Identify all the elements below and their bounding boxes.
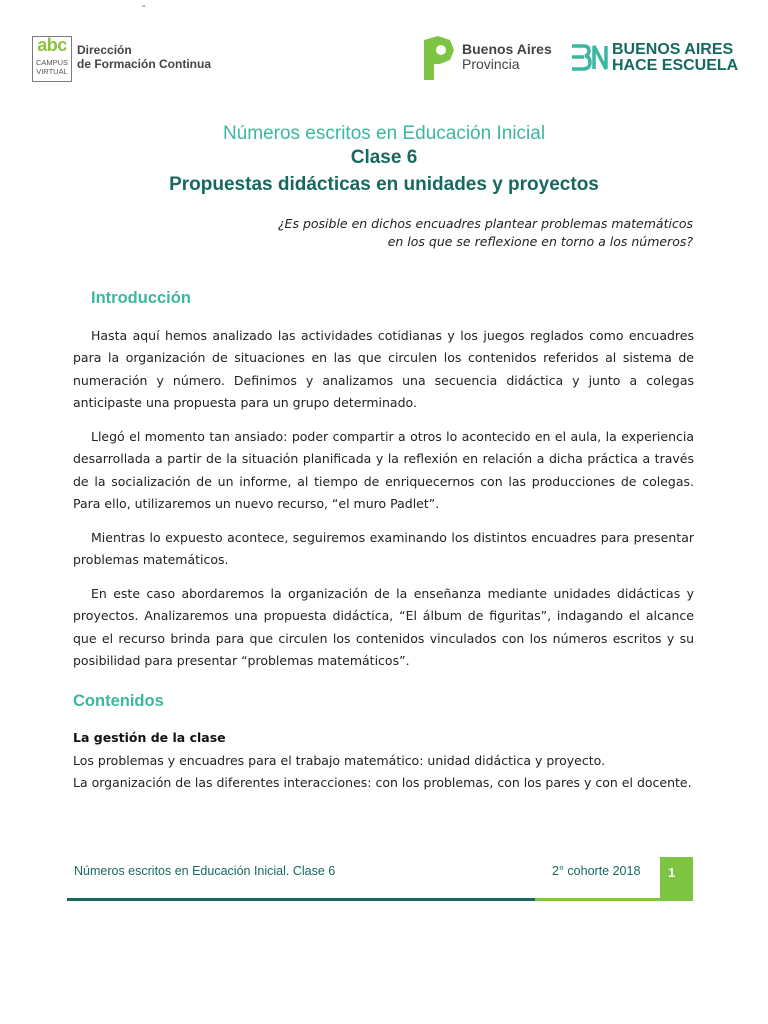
epigraph-line-1: ¿Es posible en dichos encuadres plantear problemas matemáticos — [277, 216, 693, 231]
abc-campus-virtual-logo — [32, 36, 72, 82]
footer-cohort: 2° cohorte 2018 — [552, 864, 641, 878]
abc-logo-sub — [33, 58, 71, 76]
class-title: Clase 6 — [350, 147, 418, 168]
intro-heading: Introducción — [91, 289, 191, 307]
epigraph — [278, 215, 693, 251]
abc-logo-brand: abc — [37, 35, 67, 55]
intro-paragraph-4-text: En este caso abordaremos la organización de la enseñanza mediante unidades didácticas y proyectos. Analizaremos una propuesta didáctica, “El álbum de figuritas”, indagando el alcance que el recurso brinda para que circulen los contenidos vinculados con los números escritos y su posibilidad para presentar “problemas matemáticos”. — [73, 586, 694, 668]
course-title: Números escritos en Educación Inicial — [222, 123, 546, 144]
ba-line-1: Buenos Aires — [462, 41, 552, 57]
intro-paragraph-2-text: Llegó el momento tan ansiado: poder compartir a otros lo acontecido en el aula, la experiencia desarrollada a partir de la situación planificada y la reflexión en relación a dicha práctica a través de la socialización de un informe, al tiempo de enriquecernos con las producciones de colegas. Para ello, utilizaremos un nuevo recurso, “el muro Padlet”. — [73, 429, 694, 511]
buenos-aires-hace-escuela-logo — [612, 42, 738, 74]
bae-line-2: HACE ESCUELA — [612, 57, 739, 74]
intro-paragraph-2 — [73, 426, 694, 515]
contents-line-2: La organización de las diferentes interacciones: con los problemas, con los pares y con el docente. — [73, 775, 692, 791]
direction-name — [77, 43, 211, 71]
footer-course-label: Números escritos en Educación Inicial. Clase 6 — [74, 864, 336, 878]
ba-logo-icon — [570, 43, 608, 73]
contents-subheading: La gestión de la clase — [73, 730, 226, 745]
stray-dash: - — [142, 1, 146, 12]
page-number: 1 — [668, 865, 676, 880]
intro-paragraph-4 — [73, 583, 694, 672]
intro-paragraph-1 — [73, 325, 694, 414]
abc-logo-sub-1: CAMPUS — [35, 58, 69, 67]
intro-paragraph-3-text: Mientras lo expuesto acontece, seguiremos examinando los distintos encuadres para presentar problemas matemáticos. — [73, 530, 694, 568]
contents-heading: Contenidos — [73, 692, 164, 710]
bae-line-1: BUENOS AIRES — [612, 41, 734, 58]
contents-list — [73, 750, 694, 795]
intro-paragraph-1-text: Hasta aquí hemos analizado las actividades cotidianas y los juegos reglados como encuadres para la organización de situaciones en las que circulen los contenidos referidos al sistema de numeración y número. Definimos y analizamos una secuencia didáctica y junto a colegas anticipaste una propuesta para un grupo determinado. — [73, 328, 694, 410]
page-number-badge — [660, 857, 693, 900]
footer-rule-light — [535, 898, 693, 901]
province-map-icon — [420, 34, 456, 82]
intro-paragraph-3 — [73, 527, 694, 572]
epigraph-line-2: en los que se reflexione en torno a los números? — [387, 234, 693, 249]
direction-line-2: de Formación Continua — [77, 57, 212, 71]
topic-title: Propuestas didácticas en unidades y proyectos — [169, 174, 599, 195]
direction-line-1: Dirección — [77, 43, 132, 57]
title-block — [0, 122, 768, 200]
buenos-aires-provincia-logo — [462, 42, 552, 72]
contents-line-1: Los problemas y encuadres para el trabajo matemático: unidad didáctica y proyecto. — [73, 753, 606, 768]
footer-rule-dark — [67, 898, 535, 901]
abc-logo-sub-2: VIRTUAL — [36, 67, 68, 76]
ba-line-2: Provincia — [462, 56, 520, 72]
